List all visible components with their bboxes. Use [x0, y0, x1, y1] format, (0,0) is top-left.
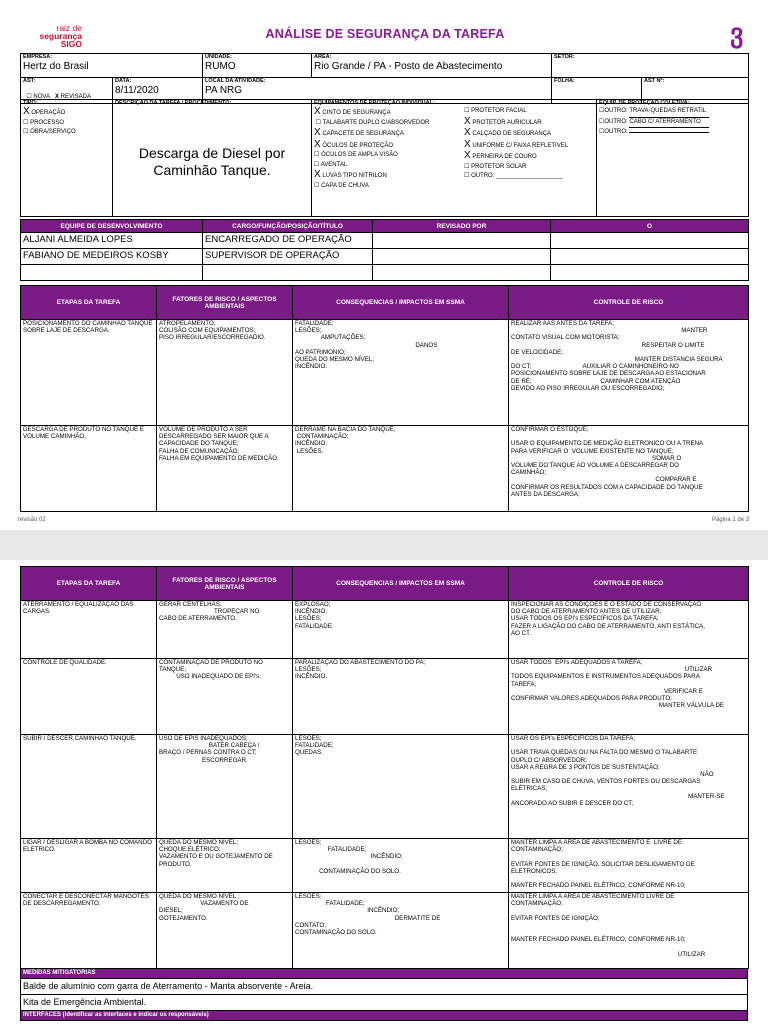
risk-header-conseq: CONSEQUENCIAS / IMPACTOS EM SSMA	[293, 286, 509, 320]
team-member-name: FABIANO DE MEDEIROS KOSBY	[21, 249, 203, 265]
empresa-cell: EMPRESA: Hertz do Brasil	[21, 54, 203, 78]
setor-cell: SETOR:	[552, 54, 749, 78]
document-page-2	[0, 560, 768, 1024]
team-extra	[551, 249, 749, 265]
tipo-option[interactable]: ☐ OBRA/SERVIÇO	[23, 129, 76, 135]
risk-conseq: LESÕES; FATALIDADE; INCÊNDIO; DERMATITE DE CONTATO; CONTAMINAÇÃO DO SOLO.	[293, 893, 509, 969]
epi-option[interactable]: X PERNEIRA DE COURO	[464, 150, 537, 161]
risk-etapa: CONTROLE DE QUALIDADE.	[21, 659, 157, 735]
risk-header-controle: CONTROLE DE RISCO	[509, 286, 749, 320]
interfaces-header: INTERFACES (identificar as interfaces e indicar os responsáveis)	[21, 1011, 748, 1021]
risk-etapa: DESCARGA DE PRODUTO NO TANQUE E VOLUME CAMINHÃO.	[21, 426, 157, 512]
team-reviewer	[373, 233, 551, 249]
team-member-name	[21, 265, 203, 281]
epi-cell: EQUIPAMENTOS DE PROTEÇÃO INDIVIDUAL: X CINTO DE SEGURANÇA ☐ TALABARTE DUPLO C/ABSORVEDOR X CAPACETE DE SEGURANÇA X ÓCULOS DE PROTEÇÃO ☐ ÓCULOS DE AMPLA VISÃO ☐ AVENTAL X LUVAS TIPO NITRILON ☐ CAPA DE CHUVA ☐ PROTETOR FACIAL X PROTETOR AURICULAR X CALÇADO DE SEGURANÇA X UNIFORME C/ FAIXA REFLETIVEL X PERNEIRA DE COURO ☐ PROTETOR SOLAR ☐ OUTRO: ____________________	[312, 100, 597, 217]
risk-etapa: SUBIR / DESCER,CAMINHÃO TANQUE.	[21, 735, 157, 839]
epi-option[interactable]: ☐ PROTETOR FACIAL	[464, 108, 527, 114]
ast-number-cell: AST Nº:	[642, 78, 749, 104]
epi-option[interactable]: ☐ OUTRO: ____________________	[464, 173, 563, 179]
epi-option[interactable]: X PROTETOR AURICULAR	[464, 115, 542, 127]
epi-column-2	[464, 107, 568, 191]
risk-fatores: GERAR CENTELHAS; TROPEÇAR NO CABO DE ATERRAMENTO.	[157, 601, 293, 659]
risk-header-etapas: ETAPAS DA TAREFA	[21, 567, 157, 601]
risk-controle: MANTER LIMPA A ÁREA DE ABASTECIMENTO LIVRE DE CONTAMINAÇÃO; EVITAR FONTES DE IGNIÇÃO; MANTER FECHADO PAINEL ELÉTRICO, CONFORME NR-10; UTILIZAR	[509, 893, 749, 969]
sigo-logo	[30, 24, 82, 48]
data-cell: DATA: 8/11/2020	[113, 78, 203, 104]
epi-option[interactable]: ☐ CAPA DE CHUVA	[314, 182, 369, 189]
risk-conseq: LESÕES; FATALIDADE; INCÊNDIO; CONTAMINAÇÃO DO SOLO.	[293, 839, 509, 893]
risk-controle: CONFIRMAR O ESTOQUE; USAR O EQUIPAMENTO DE MEDIÇÃO ELETRONICO OU A TRENA PARA VERIFICAR O VOLUME EXISTENTE NO TANQUE; SOMAR O VOLUME DO TANQUE AO VOLUME A DESCARREGAR DO CAMINHÃO; COMPARAR E CONFIRMAR OS RESULTADOS COM A CAPACIDADE DO TANQUE ANTES DA DESCARGA;	[509, 426, 749, 512]
mitigation-header: MEDIDAS MITIGATÓRIAS	[21, 969, 748, 979]
risk-conseq: FATALIDADE; LESÕES; AMPUTAÇÕES; DANOS AO PATRIMONIO; QUEDA DO MESMO NÍVEL; INCÊNDIO.	[293, 320, 509, 426]
risk-conseq: DERRAME NA BACIA DO TANQUE; CONTAMINAÇÃO; INCÊNDIO; LESÕES.	[293, 426, 509, 512]
epi-option[interactable]: X ÓCULOS DE PROTEÇÃO	[314, 138, 394, 150]
risk-header-controle: CONTROLE DE RISCO	[509, 567, 749, 601]
document-title: ANÁLISE DE SEGURANÇA DA TAREFA	[265, 27, 505, 41]
risk-conseq: EXPLOSÃO; INCÊNDIO; LESÕES; FATALIDADE.	[293, 601, 509, 659]
epi-option[interactable]: X CAPACETE DE SEGURANÇA	[314, 127, 404, 138]
risk-fatores: CONTAMINAÇÃO DE PRODUTO NO TANQUE; USO INADEQUADO DE EPI's.	[157, 659, 293, 735]
mitigation-table	[20, 968, 748, 1021]
epi-option[interactable]: X CALÇADO DE SEGURANÇA	[464, 127, 552, 138]
risk-table-page-1	[20, 285, 749, 512]
risk-header-etapas: ETAPAS DA TAREFA	[21, 286, 157, 320]
page-number: Página 1 de 3	[712, 517, 750, 523]
epc-cell: EQUIP. DE PROTEÇÃO COLETIVA: ☐OUTRO: TRAVA-QUEDAS RETRATIL ☐OUTRO: CABO C/ ATERRAMENTO ☐OUTRO:	[597, 100, 749, 217]
team-header: EQUIPE DE DESENVOLVIMENTO	[21, 220, 203, 233]
risk-controle: USAR TODOS EPI's ADEQUADOS A TAREFA; UTILIZAR TODOS EQUIPAMENTOS E INSTRUMENTOS ADEQUADOS PARA TAREFA; VERIFICAR E CONFIRMAR VALORES ADEQUADOS PARA PRODUTO; MANTER VÁLVULA DE	[509, 659, 749, 735]
risk-conseq: LESÕES; FATALIDADE; QUEDAS.	[293, 735, 509, 839]
descricao-cell: DESCRIÇÃO DA TAREFA / PROCEDIMENTO: Descarga de Diesel por Caminhão Tanque.	[113, 100, 312, 217]
mitigation-item: Kita de Emergência Ambiental.	[21, 995, 748, 1011]
epc-option[interactable]: ☐OUTRO: CABO C/ ATERRAMENTO	[599, 118, 746, 129]
info-table	[20, 53, 749, 104]
risk-fatores: ATROPELAMENTO; COLISÃO COM EQUIPAMENTOS; PISO IRREGULAR/ESCORREGADIO.	[157, 320, 293, 426]
risk-fatores: QUEDA DO MESMO NIVEL; CHOQUE ELÉTRICO; VAZAMENTO E OU GOTEJAMENTO DE PRODUTO.	[157, 839, 293, 893]
risk-controle: INSPECIONAR AS CONDIÇÕES E O ESTADO DE CONSERVAÇÃO DO CABO DE ATERRAMENTO ANTES DE UTILIZAR; USAR TODOS OS EPI's ESPECÍFICOS DA TAREFA; FAZER A LIGAÇÃO DO CABO DE ATERRAMENTO, ANTI ESTÁTICA, AO CT.	[509, 601, 749, 659]
team-member-role	[203, 265, 373, 281]
local-cell: LOCAL DA ATIVIDADE: PA NRG	[203, 78, 552, 104]
team-header: O	[551, 220, 749, 233]
brand-logo-icon: ვ	[730, 18, 744, 48]
tipo-option[interactable]: X OPERAÇÃO	[23, 106, 66, 117]
risk-etapa: LIGAR / DESLIGAR A BOMBA NO COMANDO ELETRICO.	[21, 839, 157, 893]
team-member-name: ALJANI ALMEIDA LOPES	[21, 233, 203, 249]
team-header: REVISADO POR	[373, 220, 551, 233]
team-extra	[551, 233, 749, 249]
epi-option[interactable]: ☐ PROTETOR SOLAR	[464, 163, 527, 170]
epc-option[interactable]: ☐OUTRO: TRAVA-QUEDAS RETRATIL	[599, 107, 746, 118]
epi-option[interactable]: ☐ ÓCULOS DE AMPLA VISÃO	[314, 152, 398, 158]
epi-option[interactable]: ☐ AVENTAL	[314, 161, 348, 168]
epi-option[interactable]: X UNIFORME C/ FAIXA REFLETIVEL	[464, 138, 569, 150]
epi-option[interactable]: ☐ TALABARTE DUPLO C/ABSORVEDOR	[315, 119, 430, 126]
risk-fatores: QUEDA DO MESMO NIVEL ; VAZAMENTO DE DIESEL; GOTEJAMENTO.	[157, 893, 293, 969]
tipo-cell: TIPO: X OPERAÇÃO ☐ PROCESSO ☐ OBRA/SERVIÇO	[21, 100, 113, 217]
risk-header-fatores: FATORES DE RISCO / ASPECTOS AMBIENTAIS	[157, 567, 293, 601]
risk-fatores: USO DE EPIS INADEQUADOS; BATER CABEÇA / BRAÇO / PERNAS CONTRA O CT; ESCORREGAR.	[157, 735, 293, 839]
task-detail-table	[20, 99, 749, 217]
epi-option[interactable]: X CINTO DE SEGURANÇA	[314, 106, 391, 117]
mitigation-item: Balde de alumínio com garra de Aterramento - Manta absorvente - Areia.	[21, 979, 748, 995]
logo-line: raiz de	[56, 23, 82, 33]
epi-option[interactable]: X LUVAS TIPO NITRILON	[314, 169, 387, 180]
team-table	[20, 219, 749, 281]
page-separator	[0, 530, 768, 560]
risk-controle: REALIZAR AAS ANTES DA TAREFA; MANTER CONTATO VISUAL COM MOTORISTA; RESPEITAR O LIMITE DE VELOCIDADE; MANTER DISTANCIA SEGURA DO CT; AUXILIAR O CAMINHONEIRO NO POSICIONAMENTO SOBRE LAJE DE DESCARGA AO ESTACIONAR DE RÉ; CAMINHAR COM ATENÇÃO DEVIDO AO PISO IRREGULAR OU ESCORREGADIO;	[509, 320, 749, 426]
task-description: Descarga de Diesel por Caminhão Tanque.	[138, 145, 286, 178]
folha-cell: FOLHA:	[552, 78, 642, 104]
team-member-role: SUPERVISOR DE OPERAÇÃO	[203, 249, 373, 265]
tipo-option[interactable]: ☐ PROCESSO	[23, 119, 65, 126]
unidade-cell: UNIDADE: RUMO	[203, 54, 312, 78]
risk-header-fatores: FATORES DE RISCO / ASPECTOS AMBIENTAIS	[157, 286, 293, 320]
team-reviewer	[373, 249, 551, 265]
logo-line: SIGO	[60, 39, 82, 49]
risk-header-conseq: CONSEQUENCIAS / IMPACTOS EM SSMA	[293, 567, 509, 601]
epc-option[interactable]: ☐OUTRO:	[599, 128, 746, 138]
risk-etapa: CONECTAR E DESCONECTAR MANGOTES DE DESCARREGAMENTO.	[21, 893, 157, 969]
risk-etapa: POSICIONAMENTO DO CAMINHÃO TANQUE SOBRE LAJE DE DESCARGA.	[21, 320, 157, 426]
risk-conseq: PARALIZAÇÃO DO ABASTECIMENTO DO PA; LESÕES; INCÊNDIO.	[293, 659, 509, 735]
logo-line: segurança	[39, 31, 82, 41]
ast-cell: AST: ☐ NOVA X REVISADA	[21, 78, 113, 104]
revision-label: revisão 02	[18, 517, 46, 523]
team-member-role: ENCARREGADO DE OPERAÇÃO	[203, 233, 373, 249]
risk-etapa: ATERRAMENTO / EQUALIZAÇÃO DAS CARGAS.	[21, 601, 157, 659]
team-reviewer	[373, 265, 551, 281]
team-header: CARGO/FUNÇÃO/POSIÇÃO/TÍTULO	[203, 220, 373, 233]
ast-options: ☐ NOVA X REVISADA	[23, 94, 91, 100]
team-extra	[551, 265, 749, 281]
risk-table-page-2	[20, 566, 749, 969]
risk-controle: USAR OS EPI's ESPECÍFICOS DA TAREFA; USAR TRAVA QUEDAS OU NA FALTA DO MESMO O TALABARTE DUPLO C/ ABSORVEDOR; USAR A REGRA DE 3 PONTOS DE SUSTENTAÇÃO; NÃO SUBIR EM CASO DE CHUVA, VENTOS FORTES OU DESCARGAS ELÉTRICAS; MANTER-SE ANCORADO AO SUBIR E DESCER DO CT;	[509, 735, 749, 839]
risk-fatores: VOLUME DE PRODUTO A SER DESCARREGADO SER MAIOR QUE A CAPACIDADE DO TANQUE; FALHA DE COMUNICAÇÃO; FALHA EM EQUIPAMENTO DE MEDIÇÃO.	[157, 426, 293, 512]
epi-column-1	[314, 107, 464, 191]
risk-controle: MANTER LIMPA A ÁREA DE ABASTECIMENTO E LIVRE DE CONTAMINAÇÃO; EVITAR FONTES DE IGNIÇÃO, SOLICITAR DESLIGAMENTO DE ELETRONICOS; MANTER FECHADO PAINEL ELÉTRICO, CONFORME NR-10;	[509, 839, 749, 893]
area-cell: ÁREA: Rio Grande / PA - Posto de Abastecimento	[312, 54, 552, 78]
